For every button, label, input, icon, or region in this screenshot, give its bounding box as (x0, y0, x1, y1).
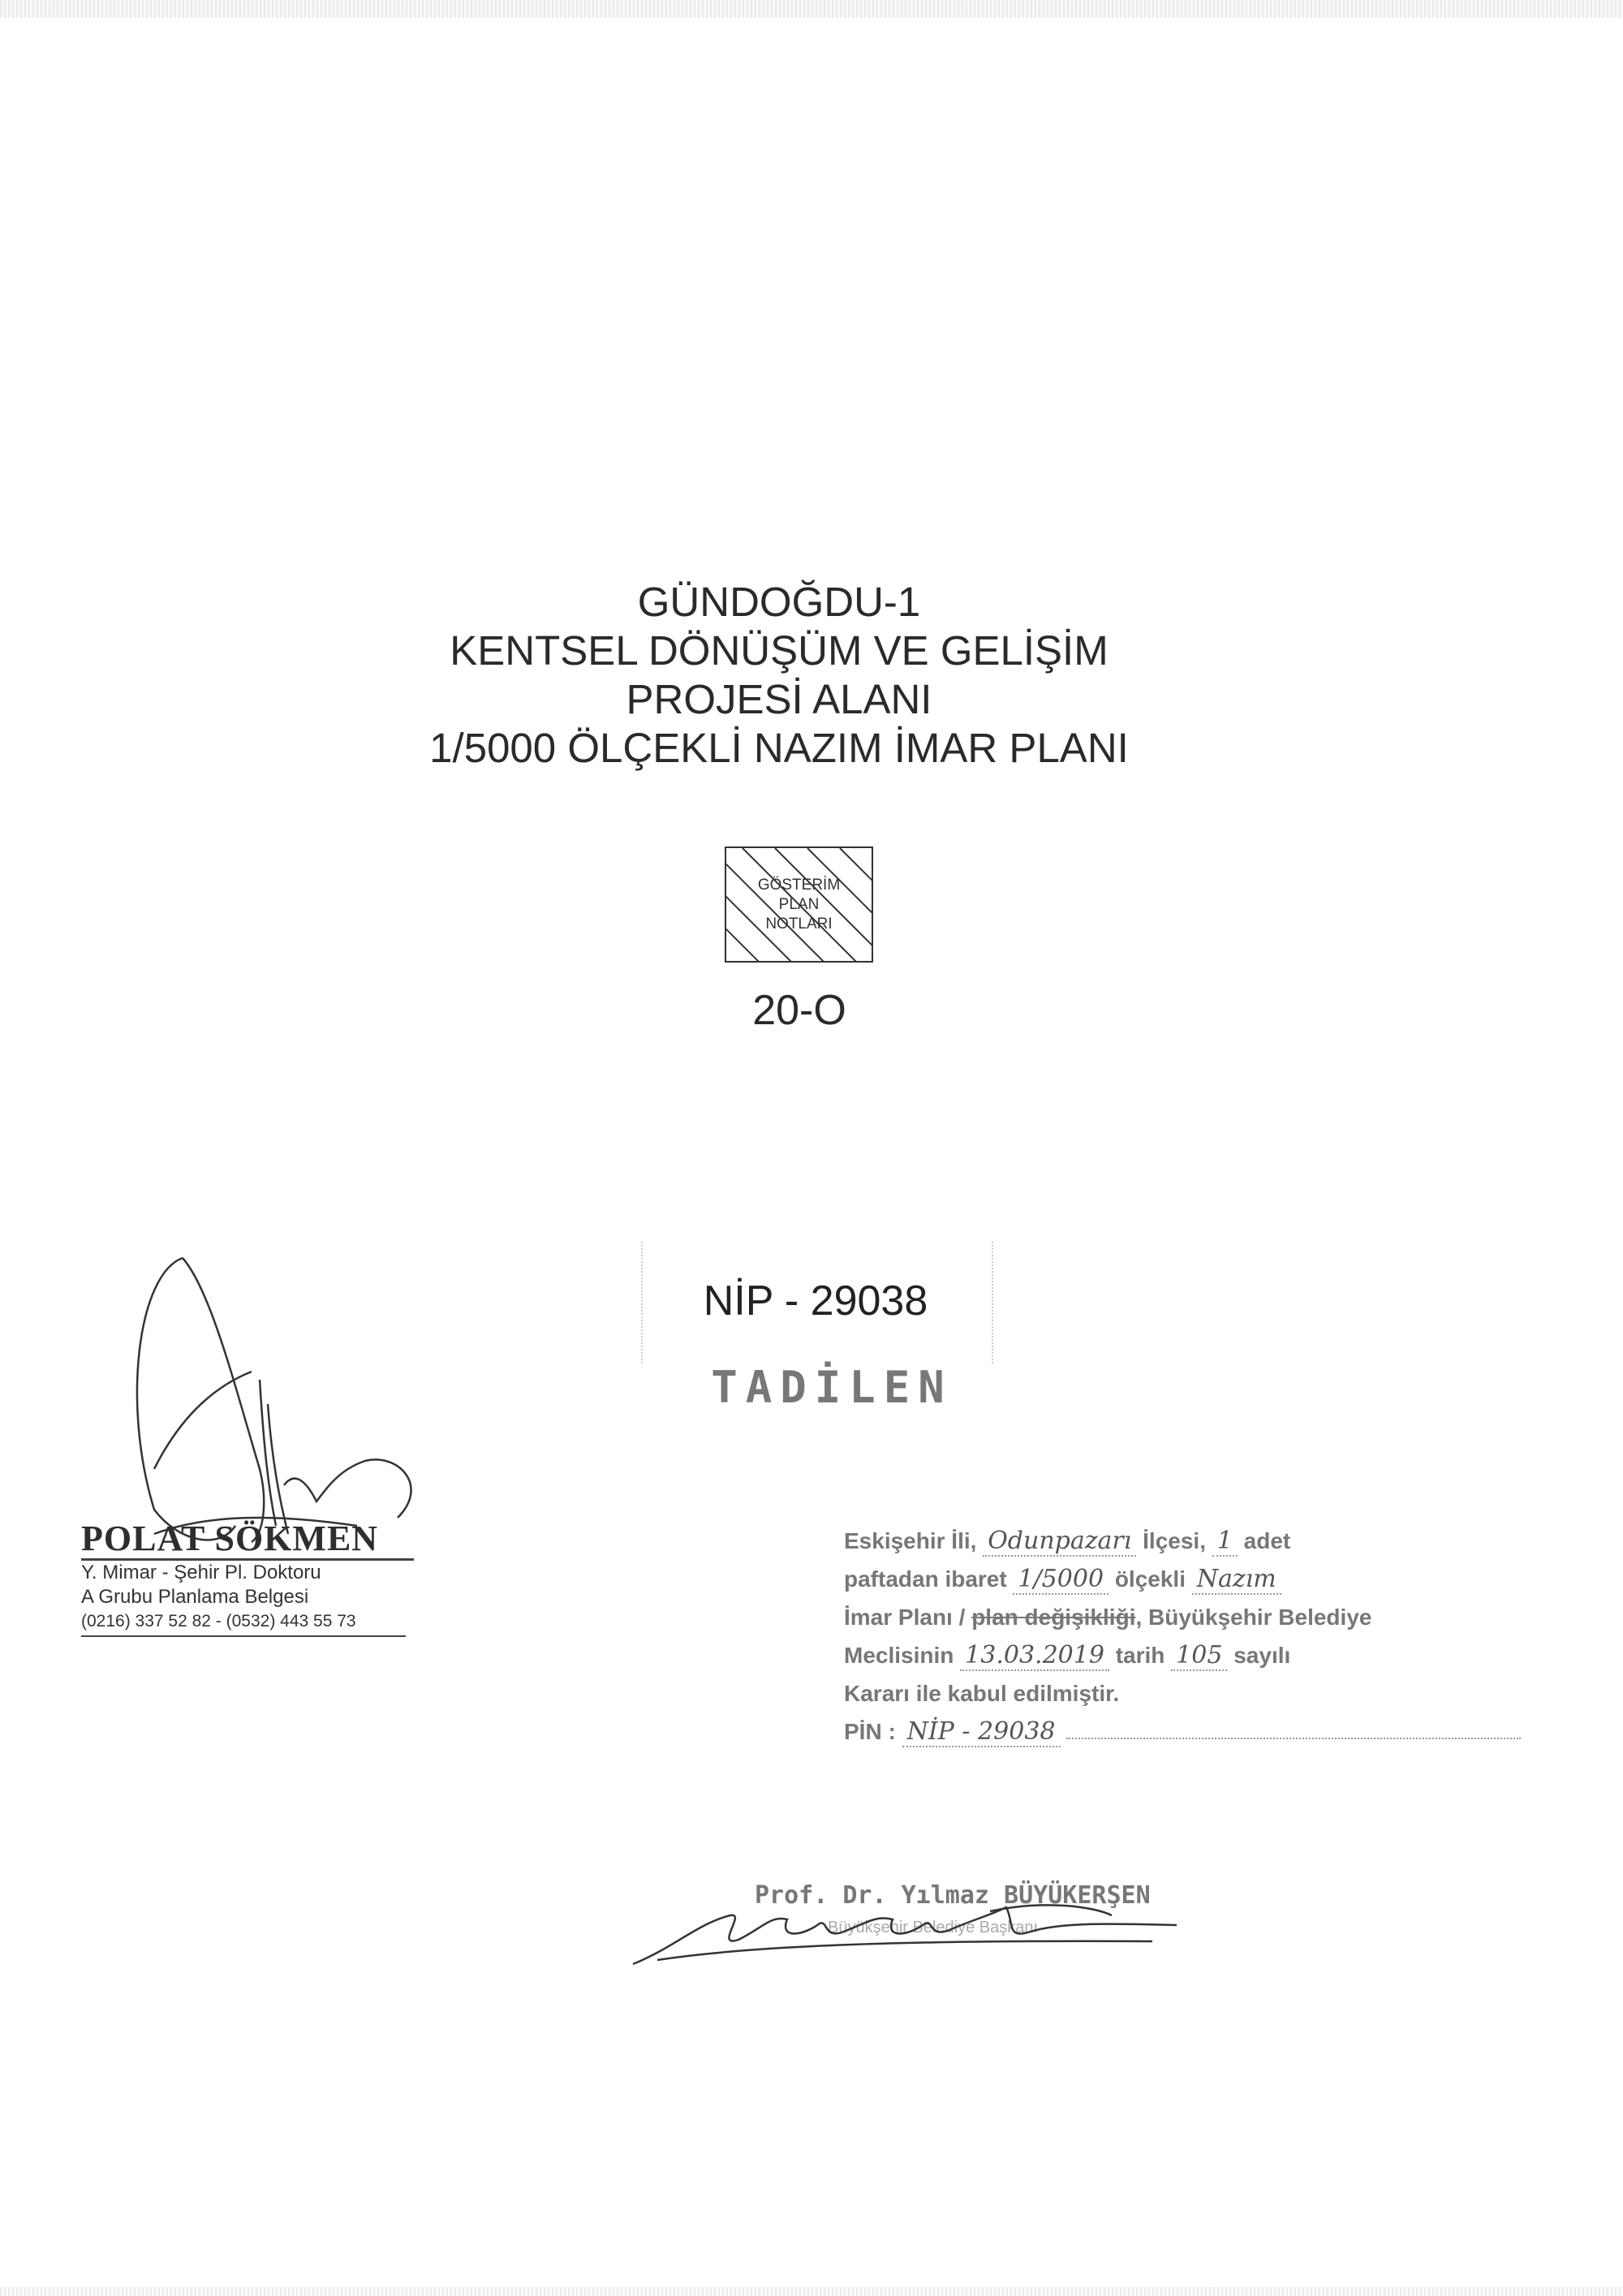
approval-row-3 (844, 1598, 1444, 1636)
mayor-signature-icon (625, 1891, 1193, 1972)
approval-text-plan: İmar Planı / (844, 1605, 966, 1630)
legend-line-2: PLAN (778, 896, 820, 913)
approval-row-1 (844, 1522, 1444, 1560)
mayor-name: Prof. Dr. Yılmaz BÜYÜKERŞEN (755, 1881, 1151, 1910)
handwritten-date: 13.03.2019 (960, 1641, 1109, 1671)
approval-text-numbered: sayılı (1233, 1643, 1291, 1668)
approval-text-municipality: , Büyükşehir Belediye (1135, 1605, 1372, 1630)
approval-text-count: adet (1243, 1528, 1291, 1553)
handwritten-sheet-count: 1 (1212, 1527, 1238, 1557)
title-line-1: GÜNDOĞDU-1 (637, 579, 921, 625)
approval-text-council: Meclisinin (844, 1643, 954, 1668)
planner-phones: (0216) 337 52 82 - (0532) 443 55 73 (81, 1612, 356, 1630)
title-line-3: PROJESİ ALANI (626, 676, 932, 722)
planner-certificate: A Grubu Planlama Belgesi (81, 1586, 309, 1608)
sheet-code: 20-O (752, 987, 846, 1034)
handwritten-district: Odunpazarı (983, 1527, 1136, 1557)
legend-line-1: GÖSTERİM (757, 877, 841, 894)
scan-edge-top (0, 0, 1623, 18)
approval-text-struck: plan değişikliği (971, 1605, 1136, 1630)
approval-text-district: İlçesi, (1143, 1528, 1206, 1553)
handwritten-scale: 1/5000 (1013, 1565, 1109, 1595)
approval-text-date: tarih (1115, 1643, 1165, 1668)
approval-row-2 (844, 1560, 1444, 1598)
approval-text-sheets: paftadan ibaret (844, 1566, 1007, 1592)
approval-row-6 (844, 1712, 1444, 1751)
planner-title: Y. Mimar - Şehir Pl. Doktoru (81, 1562, 321, 1583)
approval-text-scale: ölçekli (1114, 1566, 1186, 1592)
title-line-4: 1/5000 ÖLÇEKLİ NAZIM İMAR PLANI (429, 725, 1129, 771)
nip-code: NİP - 29038 (703, 1277, 928, 1325)
legend-line-3: NOTLARI (765, 915, 833, 933)
pin-dotted-line (1066, 1738, 1521, 1739)
document-title (325, 578, 1233, 773)
planner-stamp (81, 1519, 422, 1637)
approval-stamp (844, 1522, 1444, 1751)
planner-underline (81, 1635, 406, 1637)
title-line-2: KENTSEL DÖNÜŞÜM VE GELİŞİM (450, 627, 1109, 674)
handwritten-plan-type: Nazım (1192, 1565, 1281, 1595)
handwritten-decision-no: 105 (1171, 1641, 1227, 1671)
tadilen-stamp: TADİLEN (711, 1362, 953, 1413)
approval-row-5: Kararı ile kabul edilmiştir. (844, 1681, 1120, 1706)
approval-text-province: Eskişehir İli, (844, 1528, 977, 1553)
planner-signature-icon (122, 1242, 446, 1550)
approval-pin-label: PİN : (844, 1719, 896, 1744)
mayor-title: Büyükşehir Belediye Başkanı (828, 1919, 1039, 1936)
legend-box (725, 846, 873, 963)
planner-name: POLAT SÖKMEN (81, 1519, 414, 1561)
approval-row-4 (844, 1636, 1444, 1674)
legend-text (726, 876, 872, 934)
handwritten-pin: NİP - 29038 (902, 1717, 1061, 1747)
scan-edge-bottom (0, 2287, 1623, 2296)
